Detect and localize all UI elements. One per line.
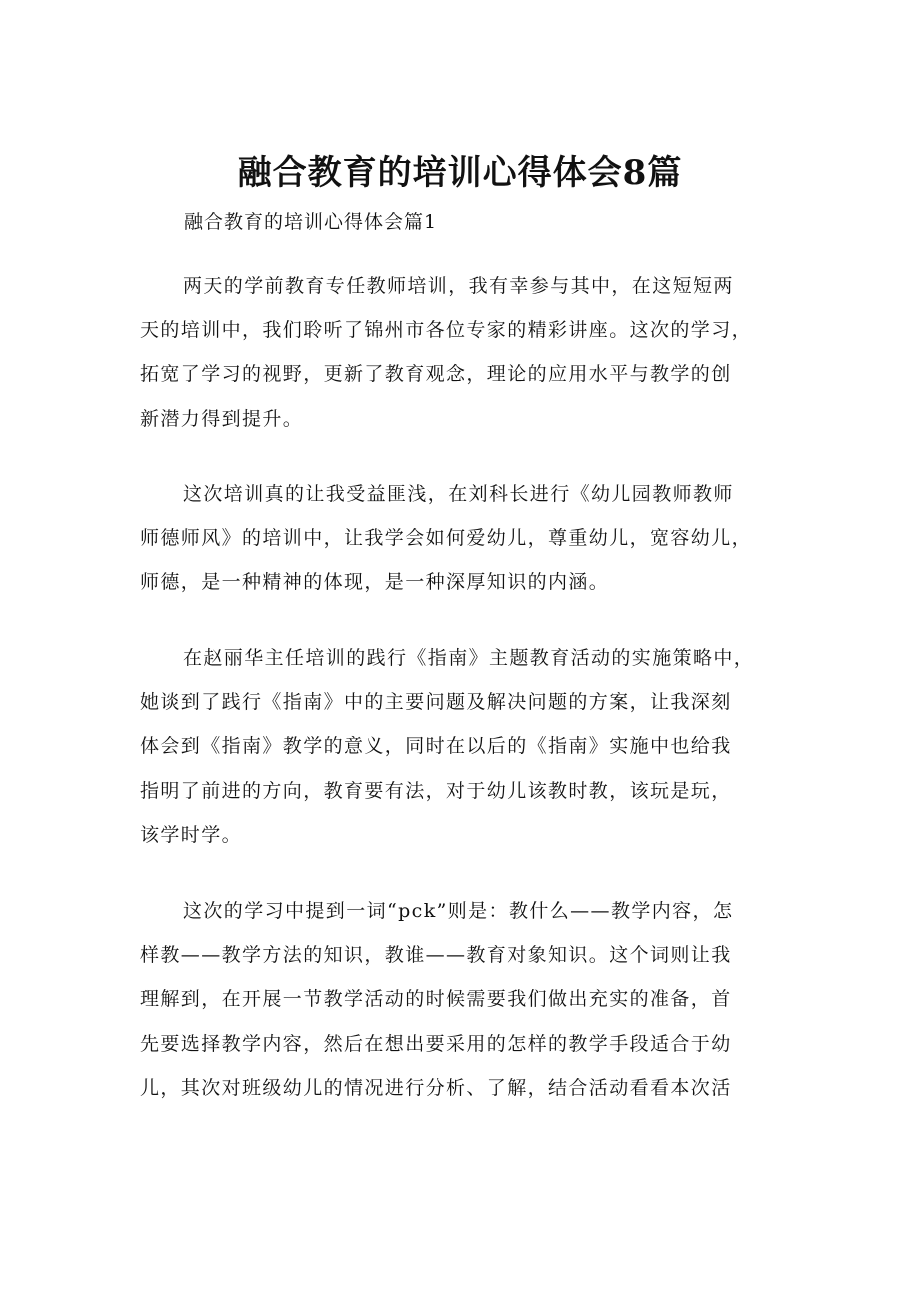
paragraph-line: 天的培训中，我们聆听了锦州市各位专家的精彩讲座。这次的学习，: [140, 319, 753, 342]
section-heading: 融合教育的培训心得体会篇1: [184, 211, 438, 233]
paragraph-line: 师德师风》的培训中，让我学会如何爱幼儿，尊重幼儿，宽容幼儿，: [140, 527, 753, 550]
paragraph-line: 拓宽了学习的视野，更新了教育观念，理论的应用水平与教学的创: [140, 363, 732, 386]
paragraph-2: [140, 472, 800, 605]
paragraph-line: 儿，其次对班级幼儿的情况进行分析、了解，结合活动看看本次活: [140, 1076, 732, 1099]
paragraph-line: 体会到《指南》教学的意义，同时在以后的《指南》实施中也给我: [140, 735, 732, 758]
paragraph-line: 她谈到了践行《指南》中的主要问题及解决问题的方案，让我深刻: [140, 691, 732, 714]
paragraph-line: 该学时学。: [140, 823, 243, 846]
paragraph-line: 这次的学习中提到一词“pck”则是：教什么——教学内容，怎: [183, 900, 734, 922]
paragraph-line: 指明了前进的方向，教育要有法，对于幼儿该教时教，该玩是玩，: [140, 779, 732, 802]
paragraph-line: 先要选择教学内容，然后在想出要采用的怎样的教学手段适合于幼: [140, 1032, 732, 1055]
paragraph-1: [140, 264, 800, 441]
paragraph-line: 理解到，在开展一节教学活动的时候需要我们做出充实的准备，首: [140, 988, 732, 1011]
paragraph-line: 师德，是一种精神的体现，是一种深厚知识的内涵。: [140, 571, 610, 594]
document-title: 融合教育的培训心得体会8篇: [237, 153, 683, 193]
paragraph-line: 样教——教学方法的知识，教谁——教育对象知识。这个词则让我: [140, 944, 732, 967]
paragraph-4: [140, 889, 800, 1110]
paragraph-line: 在赵丽华主任培训的践行《指南》主题教育活动的实施策略中，: [183, 647, 755, 669]
paragraph-line: 这次培训真的让我受益匪浅，在刘科长进行《幼儿园教师教师: [183, 483, 734, 505]
paragraph-line: 新潜力得到提升。: [140, 407, 304, 430]
paragraph-line: 两天的学前教育专任教师培训，我有幸参与其中，在这短短两: [183, 275, 734, 297]
paragraph-3: [140, 636, 800, 857]
